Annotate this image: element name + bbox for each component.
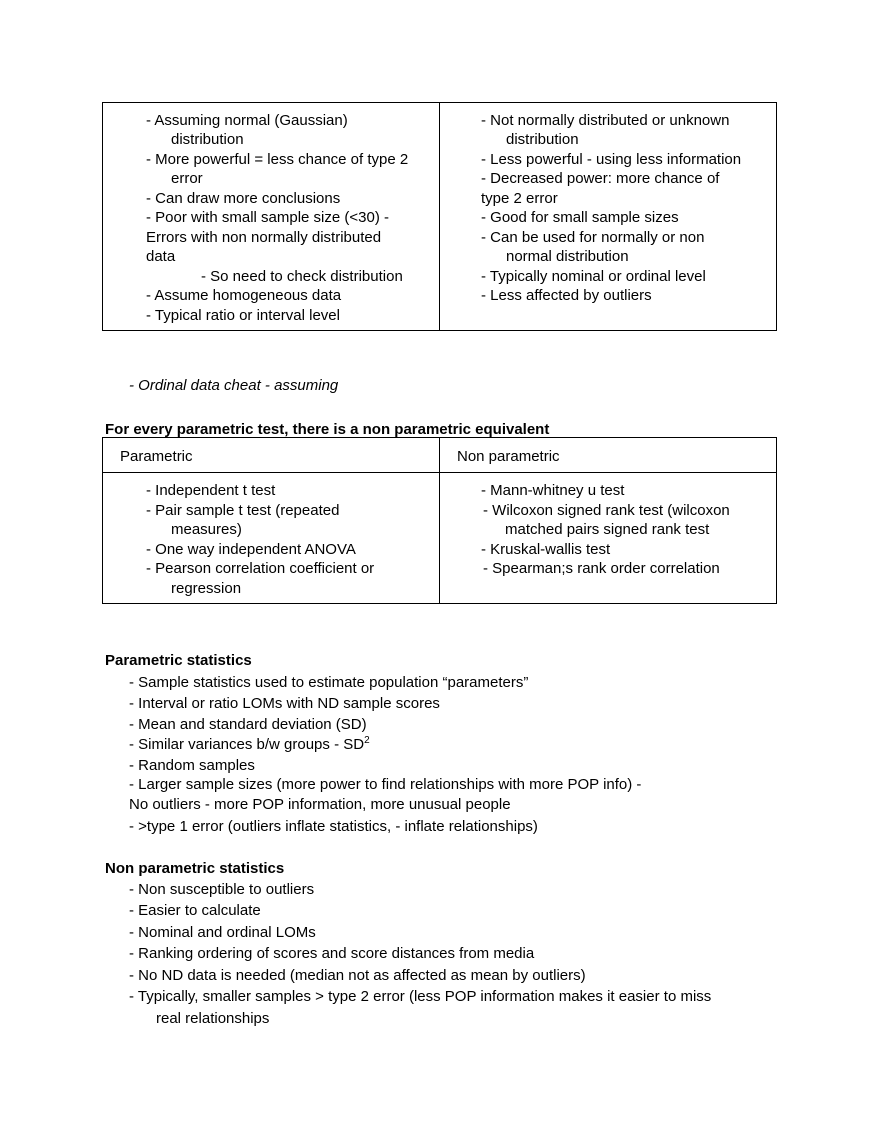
list-item: normal distribution: [506, 248, 629, 265]
parametric-stats-heading: Parametric statistics: [105, 652, 252, 669]
list-item: - Pair sample t test (repeated: [146, 502, 340, 519]
nonparametric-header-cell: [440, 438, 777, 473]
list-item: - Larger sample sizes (more power to find relationships with more POP info) -: [129, 776, 642, 793]
parametric-characteristics-cell: [103, 103, 440, 331]
list-item: - Poor with small sample size (<30) -: [146, 209, 389, 226]
table-header: Parametric: [120, 448, 193, 465]
nonparametric-tests-cell: [440, 473, 777, 604]
list-item: - Typically nominal or ordinal level: [481, 268, 706, 285]
list-item: - Non susceptible to outliers: [129, 881, 315, 898]
list-item: type 2 error: [481, 190, 558, 207]
equivalent-heading: For every parametric test, there is a non parametric equivalent: [105, 421, 550, 438]
superscript: 2: [364, 735, 370, 746]
list-item: - Easier to calculate: [129, 902, 261, 919]
list-item: - Nominal and ordinal LOMs: [129, 924, 316, 941]
nonparametric-characteristics-cell: [440, 103, 777, 331]
list-item: - Interval or ratio LOMs with ND sample scores: [129, 695, 440, 712]
characteristics-table: [102, 102, 777, 331]
list-item: - Good for small sample sizes: [481, 209, 679, 226]
list-item: - Decreased power: more chance of: [481, 170, 720, 187]
list-item: - Typical ratio or interval level: [146, 307, 340, 324]
list-item: - Assume homogeneous data: [146, 287, 342, 304]
ordinal-note: - Ordinal data cheat - assuming: [129, 377, 339, 394]
list-item: - Can draw more conclusions: [146, 190, 341, 207]
list-item: - Kruskal-wallis test: [481, 541, 611, 558]
parametric-header-cell: [103, 438, 440, 473]
list-item: - Sample statistics used to estimate population “parameters”: [129, 674, 529, 691]
list-item: - Ranking ordering of scores and score distances from media: [129, 945, 535, 962]
list-item: - No ND data is needed (median not as affected as mean by outliers): [129, 967, 586, 984]
list-item: - Wilcoxon signed rank test (wilcoxon: [483, 502, 730, 519]
list-item: No outliers - more POP information, more unusual people: [129, 796, 511, 813]
list-item: - Typically, smaller samples > type 2 error (less POP information makes it easier to miss: [129, 988, 712, 1005]
list-item: error: [171, 170, 203, 187]
list-item: - Random samples: [129, 757, 255, 774]
list-item: - More powerful = less chance of type 2: [146, 151, 409, 168]
list-item: distribution: [171, 131, 244, 148]
list-item: distribution: [506, 131, 579, 148]
list-item: - Assuming normal (Gaussian): [146, 112, 348, 129]
list-item: - Mean and standard deviation (SD): [129, 716, 367, 733]
list-item: - Less affected by outliers: [481, 287, 652, 304]
list-item: - >type 1 error (outliers inflate statistics, - inflate relationships): [129, 818, 538, 835]
list-item: data: [146, 248, 176, 265]
test-equivalents-table: [102, 437, 777, 604]
list-item: - Independent t test: [146, 482, 276, 499]
list-item: - Not normally distributed or unknown: [481, 112, 730, 129]
list-item: - Pearson correlation coefficient or: [146, 560, 375, 577]
table-header: Non parametric: [457, 448, 560, 465]
list-item: regression: [171, 580, 242, 597]
variance-text: - Similar variances b/w groups - SD: [129, 736, 365, 753]
parametric-tests-cell: [103, 473, 440, 604]
list-item: Errors with non normally distributed: [146, 229, 382, 246]
list-item: - One way independent ANOVA: [146, 541, 356, 558]
list-item: real relationships: [156, 1010, 270, 1027]
list-item: [129, 735, 370, 754]
nonparametric-stats-heading: Non parametric statistics: [105, 860, 285, 877]
list-item: matched pairs signed rank test: [505, 521, 710, 538]
list-item: - So need to check distribution: [201, 268, 403, 285]
list-item: - Mann-whitney u test: [481, 482, 625, 499]
list-item: - Can be used for normally or non: [481, 229, 705, 246]
list-item: - Less powerful - using less information: [481, 151, 742, 168]
list-item: - Spearman;s rank order correlation: [483, 560, 720, 577]
list-item: measures): [171, 521, 242, 538]
